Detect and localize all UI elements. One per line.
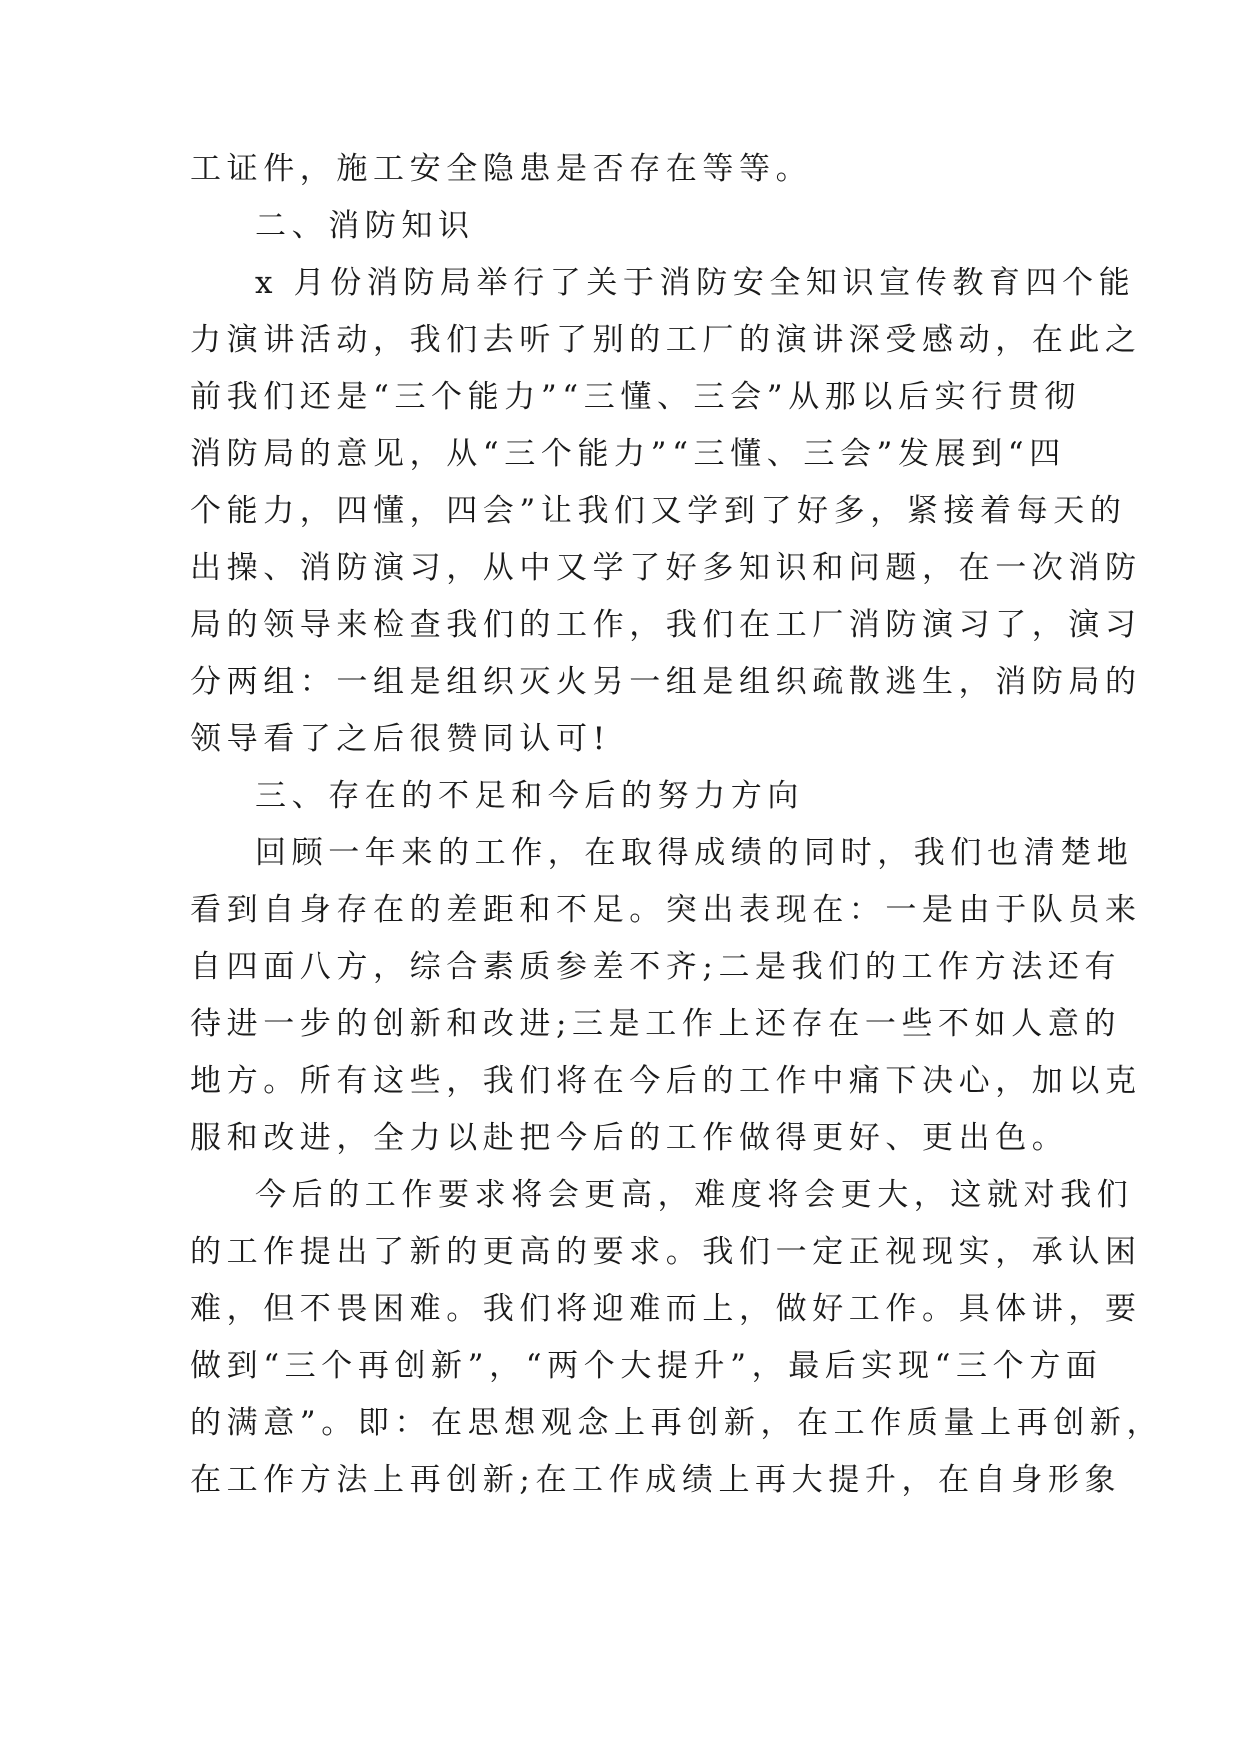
- text-line: 回顾一年来的工作，在取得成绩的同时，我们也清楚地: [255, 835, 1134, 871]
- text-line: 消防局的意见，从“三个能力”“三懂、三会”发展到“四: [190, 436, 1066, 472]
- section-heading: 二、消防知识: [255, 208, 475, 244]
- text-line: 局的领导来检查我们的工作，我们在工厂消防演习了，演习: [190, 607, 1142, 643]
- text-line: 的满意”。即：在思想观念上再创新，在工作质量上再创新，: [190, 1405, 1164, 1441]
- text-line: 服和改进，全力以赴把今后的工作做得更好、更出色。: [190, 1120, 1069, 1156]
- text-line: 做到“三个再创新”，“两个大提升”，最后实现“三个方面: [190, 1348, 1103, 1384]
- text-line: 难，但不畏困难。我们将迎难而上，做好工作。具体讲，要: [190, 1291, 1142, 1327]
- text-line: 看到自身存在的差距和不足。突出表现在：一是由于队员来: [190, 892, 1142, 928]
- text-line: 待进一步的创新和改进;三是工作上还存在一些不如人意的: [190, 1006, 1122, 1042]
- text-line: 工证件，施工安全隐患是否存在等等。: [190, 151, 813, 187]
- text-line: 地方。所有这些，我们将在今后的工作中痛下决心，加以克: [190, 1063, 1142, 1099]
- text-line: 分两组：一组是组织灭火另一组是组织疏散逃生，消防局的: [190, 664, 1142, 700]
- text-line: 的工作提出了新的更高的要求。我们一定正视现实，承认困: [190, 1234, 1142, 1270]
- text-line: 前我们还是“三个能力”“三懂、三会”从那以后实行贯彻: [190, 379, 1081, 415]
- text-line: 在工作方法上再创新;在工作成绩上再大提升，在自身形象: [190, 1462, 1122, 1498]
- text-line: x 月份消防局举行了关于消防安全知识宣传教育四个能: [255, 265, 1136, 301]
- text-line: 个能力，四懂，四会”让我们又学到了好多，紧接着每天的: [190, 493, 1127, 529]
- section-heading: 三、存在的不足和今后的努力方向: [255, 778, 804, 814]
- text-line: 自四面八方，综合素质参差不齐;二是我们的工作方法还有: [190, 949, 1122, 985]
- text-line: 今后的工作要求将会更高，难度将会更大，这就对我们: [255, 1177, 1134, 1213]
- text-line: 领导看了之后很赞同认可!: [190, 721, 611, 757]
- text-line: 出操、消防演习，从中又学了好多知识和问题，在一次消防: [190, 550, 1142, 586]
- text-line: 力演讲活动，我们去听了别的工厂的演讲深受感动，在此之: [190, 322, 1142, 358]
